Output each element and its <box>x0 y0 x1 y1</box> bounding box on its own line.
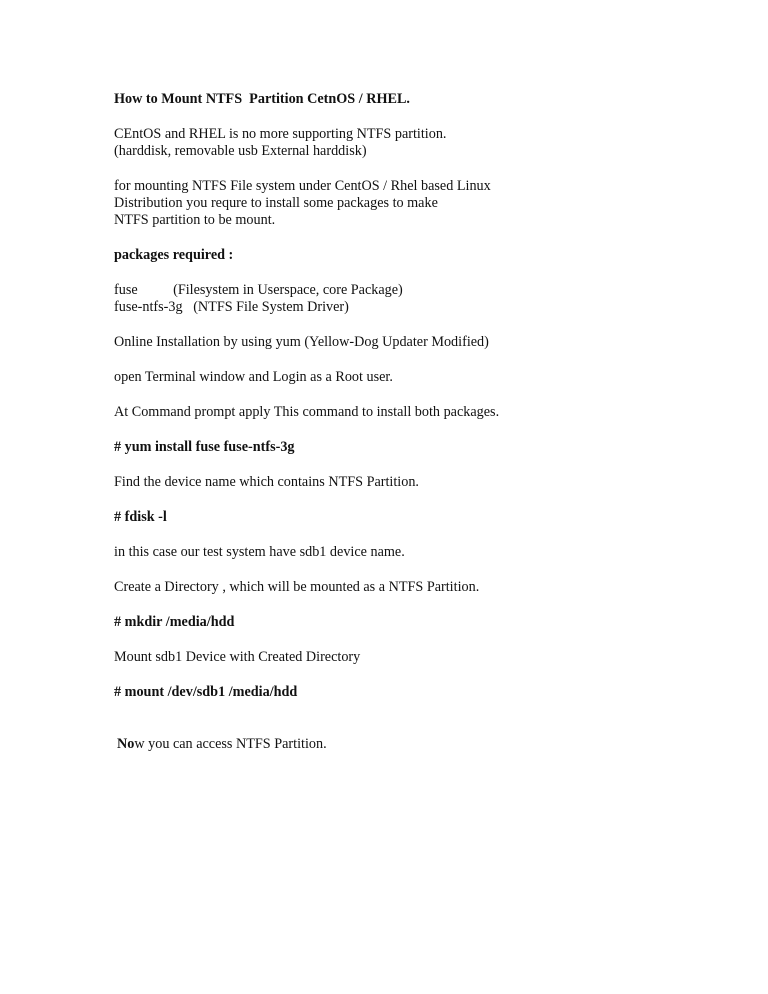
online-install-text: Online Installation by using yum (Yellow-Dog Updater Modified) <box>114 334 489 350</box>
closing-rest-part: w you can access NTFS Partition. <box>134 736 327 752</box>
intro-line-2: (harddisk, removable usb External harddisk) <box>114 143 367 159</box>
command-prompt-text: At Command prompt apply This command to install both packages. <box>114 404 500 420</box>
purpose-line-1: for mounting NTFS File system under CentOS / Rhel based Linux <box>114 178 491 194</box>
purpose-line-2: Distribution you requre to install some packages to make <box>114 195 438 211</box>
mount-command: # mount /dev/sdb1 /media/hdd <box>114 684 298 700</box>
yum-install-command: # yum install fuse fuse-ntfs-3g <box>114 439 295 455</box>
closing-bold-part: No <box>117 736 135 752</box>
packages-heading: packages required : <box>114 247 234 263</box>
create-directory-text: Create a Directory , which will be mounted as a NTFS Partition. <box>114 579 480 595</box>
document-title: How to Mount NTFS Partition CetnOS / RHEL. <box>114 91 410 107</box>
purpose-line-3: NTFS partition to be mount. <box>114 212 276 228</box>
package-fuse-ntfs-3g: fuse-ntfs-3g (NTFS File System Driver) <box>114 299 349 315</box>
closing-text <box>117 736 327 753</box>
mount-note-text: Mount sdb1 Device with Created Directory <box>114 649 361 665</box>
mkdir-command: # mkdir /media/hdd <box>114 614 235 630</box>
open-terminal-text: open Terminal window and Login as a Root user. <box>114 369 393 385</box>
package-fuse: fuse (Filesystem in Userspace, core Package) <box>114 282 403 298</box>
intro-line-1: CEntOS and RHEL is no more supporting NTFS partition. <box>114 126 447 142</box>
device-note-text: in this case our test system have sdb1 device name. <box>114 544 405 560</box>
find-device-text: Find the device name which contains NTFS Partition. <box>114 474 419 490</box>
fdisk-command: # fdisk -l <box>114 509 167 525</box>
